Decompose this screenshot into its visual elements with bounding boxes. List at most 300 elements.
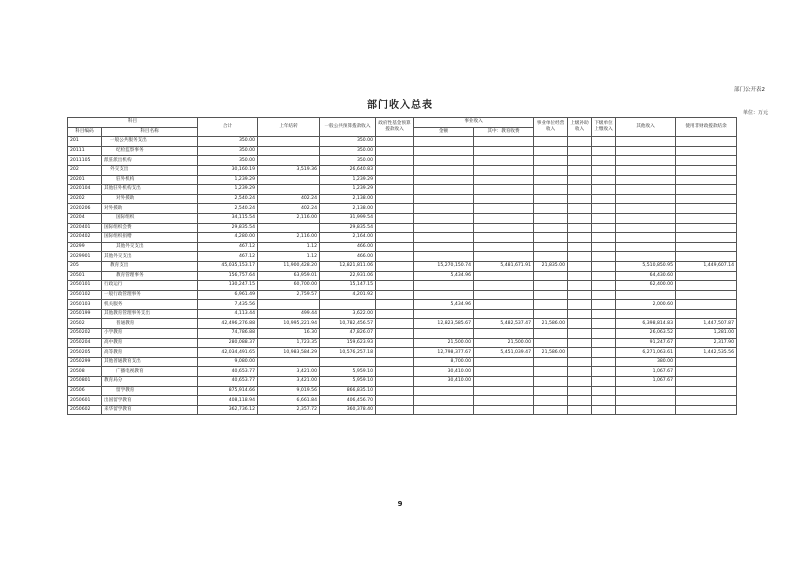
cell-fiscal-special [676,271,737,281]
cell-business-unit [534,194,568,204]
cell-other-income: 6,271,063.61 [616,348,676,358]
table-row [68,175,737,185]
cell-fiscal-special: 1,449,607.14 [676,261,737,271]
cell-lower-grant [592,348,616,358]
header-business-income: 事业收入 [414,118,534,128]
page-title: 部门收入总表 [367,100,433,111]
cell-business-unit [534,223,568,233]
cell-general-budget: 10,782,456.57 [320,319,376,329]
cell-upper-grant [568,357,592,367]
cell-lower-grant [592,223,616,233]
cell-total: 29,835.54 [198,223,258,233]
cell-business-unit: 21,835.00 [534,261,568,271]
cell-general-budget: 350.00 [320,156,376,166]
cell-total: 2,540.24 [198,204,258,214]
cell-business-amount: 15,270,150.74 [414,261,474,271]
cell-edu-fee [474,396,534,406]
cell-general-budget: 466.00 [320,252,376,262]
cell-other-income [616,252,676,262]
cell-carryover [258,223,320,233]
cell-total: 350.00 [198,146,258,156]
cell-edu-fee [474,377,534,387]
cell-edu-fee [474,233,534,243]
row-name: 其他教育管理事务支出 [102,309,198,319]
cell-total: 130,247.15 [198,281,258,291]
cell-business-unit [534,213,568,223]
cell-total: 467.12 [198,252,258,262]
cell-lower-grant [592,405,616,415]
cell-lower-grant [592,319,616,329]
cell-carryover [258,175,320,185]
cell-carryover: 3,421.00 [258,377,320,387]
table-row [68,223,737,233]
table-row [68,185,737,195]
cell-gov-fund [376,223,414,233]
cell-general-budget: 5,959.10 [320,367,376,377]
cell-business-unit [534,252,568,262]
cell-edu-fee [474,165,534,175]
row-code: 20502 [68,319,102,329]
cell-edu-fee [474,185,534,195]
cell-other-income [616,242,676,252]
cell-upper-grant [568,185,592,195]
cell-fiscal-special [676,185,737,195]
row-name: 纪检监察事务 [102,146,198,156]
cell-gov-fund [376,329,414,339]
page-number: 9 [397,500,403,508]
row-name: 其他驻外机构支出 [102,185,198,195]
cell-fiscal-special [676,165,737,175]
cell-fiscal-special [676,367,737,377]
cell-upper-grant [568,309,592,319]
cell-lower-grant [592,156,616,166]
cell-business-amount: 12,798,377.67 [414,348,474,358]
header-fiscal-special: 使用非财政拨款结余 [676,118,737,137]
cell-other-income [616,405,676,415]
cell-total: 45,035,153.17 [198,261,258,271]
cell-business-unit [534,290,568,300]
cell-upper-grant [568,242,592,252]
cell-carryover [258,357,320,367]
cell-gov-fund [376,261,414,271]
row-code: 2050199 [68,309,102,319]
cell-lower-grant [592,204,616,214]
table-row [68,357,737,367]
cell-business-unit [534,357,568,367]
cell-gov-fund [376,175,414,185]
row-name: 国际组织会费 [102,223,198,233]
table-body [68,137,737,415]
cell-upper-grant [568,204,592,214]
row-name: 其他普通教育支出 [102,357,198,367]
row-code: 2050103 [68,300,102,310]
header-business-unit: 事业单位经营收入 [534,118,568,137]
cell-fiscal-special [676,156,737,166]
cell-gov-fund [376,357,414,367]
cell-upper-grant [568,338,592,348]
table-row [68,405,737,415]
cell-business-amount [414,290,474,300]
table-row [68,242,737,252]
cell-business-amount [414,204,474,214]
cell-fiscal-special [676,242,737,252]
cell-carryover [258,156,320,166]
cell-upper-grant [568,137,592,147]
cell-lower-grant [592,185,616,195]
cell-other-income [616,194,676,204]
cell-lower-grant [592,367,616,377]
row-name: 外交支出 [102,165,198,175]
cell-total: 408,118.94 [198,396,258,406]
cell-upper-grant [568,367,592,377]
row-code: 20204 [68,213,102,223]
cell-edu-fee [474,271,534,281]
cell-business-amount [414,213,474,223]
row-code: 2050801 [68,377,102,387]
cell-fiscal-special: 1,447,507.87 [676,319,737,329]
cell-general-budget: 47,826.07 [320,329,376,339]
cell-business-amount: 30,410.00 [414,377,474,387]
cell-total: 2,540.24 [198,194,258,204]
cell-carryover [258,137,320,147]
cell-business-unit [534,146,568,156]
cell-other-income [616,396,676,406]
cell-business-unit [534,233,568,243]
cell-gov-fund [376,338,414,348]
cell-gov-fund [376,377,414,387]
table-row [68,261,737,271]
row-code: 2020104 [68,185,102,195]
cell-edu-fee [474,309,534,319]
cell-general-budget: 360,378.40 [320,405,376,415]
cell-edu-fee [474,252,534,262]
table-row [68,233,737,243]
cell-general-budget [320,300,376,310]
cell-fiscal-special [676,396,737,406]
cell-other-income [616,290,676,300]
cell-carryover: 2,116.00 [258,213,320,223]
cell-fiscal-special [676,213,737,223]
cell-lower-grant [592,386,616,396]
row-name: 一般行政管理事务 [102,290,198,300]
cell-upper-grant [568,377,592,387]
cell-gov-fund [376,367,414,377]
cell-fiscal-special [676,281,737,291]
cell-edu-fee [474,300,534,310]
cell-upper-grant [568,252,592,262]
cell-gov-fund [376,242,414,252]
cell-general-budget: 866,835.10 [320,386,376,396]
cell-upper-grant [568,329,592,339]
cell-carryover: 402.24 [258,194,320,204]
cell-business-amount [414,165,474,175]
cell-total: 4,113.44 [198,309,258,319]
header-code: 科目编码 [68,127,102,137]
cell-gov-fund [376,146,414,156]
cell-total: 7,435.56 [198,300,258,310]
cell-other-income [616,213,676,223]
cell-business-unit [534,367,568,377]
unit-label: 单位：万元 [742,110,768,116]
header-gov-fund: 政府性基金预算拨款收入 [376,118,414,137]
cell-carryover: 1.12 [258,252,320,262]
row-name: 驻外机构 [102,175,198,185]
cell-business-unit [534,242,568,252]
cell-general-budget: 159,623.93 [320,338,376,348]
cell-lower-grant [592,300,616,310]
cell-other-income [616,156,676,166]
header-name: 科目名称 [102,127,198,137]
row-code: 201 [68,137,102,147]
table-row [68,156,737,166]
cell-business-amount [414,396,474,406]
table-row [68,213,737,223]
cell-lower-grant [592,329,616,339]
table-row [68,281,737,291]
cell-business-unit: 21,586.00 [534,348,568,358]
cell-business-amount: 5,434.96 [414,300,474,310]
cell-business-amount [414,185,474,195]
cell-total: 30,160.19 [198,165,258,175]
cell-upper-grant [568,165,592,175]
cell-carryover: 499.44 [258,309,320,319]
row-code: 20506 [68,386,102,396]
cell-fiscal-special [676,405,737,415]
cell-lower-grant [592,338,616,348]
table-row [68,252,737,262]
cell-lower-grant [592,175,616,185]
cell-lower-grant [592,290,616,300]
cell-general-budget: 26,640.83 [320,165,376,175]
cell-other-income: 26,063.52 [616,329,676,339]
cell-business-unit [534,175,568,185]
cell-edu-fee [474,405,534,415]
cell-carryover: 10,995,221.94 [258,319,320,329]
cell-lower-grant [592,137,616,147]
cell-lower-grant [592,396,616,406]
cell-business-unit [534,185,568,195]
table-row [68,309,737,319]
cell-lower-grant [592,309,616,319]
cell-general-budget: 2,164.00 [320,233,376,243]
cell-other-income: 2,000.60 [616,300,676,310]
cell-upper-grant [568,405,592,415]
cell-gov-fund [376,348,414,358]
cell-total: 156,757.64 [198,271,258,281]
cell-business-amount [414,137,474,147]
cell-total: 350.00 [198,137,258,147]
header-edu-fee: 其中：教育收费 [474,127,534,137]
cell-gov-fund [376,290,414,300]
row-code: 2050102 [68,290,102,300]
table-row [68,386,737,396]
cell-fiscal-special [676,204,737,214]
row-name: 其他外交支出 [102,242,198,252]
cell-edu-fee [474,242,534,252]
cell-total: 1,239.29 [198,175,258,185]
cell-fiscal-special [676,146,737,156]
cell-total: 9,080.00 [198,357,258,367]
cell-general-budget: 5,959.10 [320,377,376,387]
cell-upper-grant [568,386,592,396]
row-code: 2020206 [68,204,102,214]
cell-business-amount: 30,410.00 [414,367,474,377]
row-code: 20508 [68,367,102,377]
cell-other-income [616,204,676,214]
cell-fiscal-special [676,175,737,185]
cell-total: 42,034,491.65 [198,348,258,358]
cell-general-budget: 4,201.92 [320,290,376,300]
cell-business-unit [534,377,568,387]
cell-general-budget: 31,999.54 [320,213,376,223]
cell-lower-grant [592,194,616,204]
row-code: 2011105 [68,156,102,166]
cell-other-income [616,233,676,243]
cell-fiscal-special [676,377,737,387]
row-name: 国际组织 [102,213,198,223]
cell-business-unit [534,204,568,214]
cell-other-income [616,137,676,147]
cell-fiscal-special [676,137,737,147]
cell-upper-grant [568,146,592,156]
cell-total: 6,961.49 [198,290,258,300]
cell-business-amount [414,194,474,204]
header-amount: 金额 [414,127,474,137]
cell-edu-fee [474,223,534,233]
cell-other-income [616,175,676,185]
cell-fiscal-special: 1,442,535.56 [676,348,737,358]
table-row [68,329,737,339]
cell-gov-fund [376,185,414,195]
row-code: 2050101 [68,281,102,291]
cell-business-amount [414,405,474,415]
cell-carryover: 2,759.57 [258,290,320,300]
cell-gov-fund [376,319,414,329]
table-row [68,338,737,348]
cell-upper-grant [568,281,592,291]
row-name: 教育管理事务 [102,271,198,281]
cell-lower-grant [592,233,616,243]
cell-carryover [258,300,320,310]
cell-gov-fund [376,156,414,166]
row-code: 20111 [68,146,102,156]
cell-upper-grant [568,396,592,406]
cell-lower-grant [592,271,616,281]
cell-business-amount [414,281,474,291]
table-row [68,300,737,310]
cell-edu-fee [474,290,534,300]
cell-general-budget: 3,622.00 [320,309,376,319]
cell-general-budget: 350.00 [320,137,376,147]
table-row [68,396,737,406]
cell-general-budget: 466.00 [320,242,376,252]
table-row [68,165,737,175]
cell-lower-grant [592,165,616,175]
cell-fiscal-special [676,290,737,300]
cell-carryover: 1,723.35 [258,338,320,348]
cell-gov-fund [376,252,414,262]
cell-carryover: 10,983,584.29 [258,348,320,358]
row-code: 2029901 [68,252,102,262]
cell-lower-grant [592,261,616,271]
cell-carryover: 16.30 [258,329,320,339]
header-other-income: 其他收入 [616,118,676,137]
cell-other-income: 91,247.67 [616,338,676,348]
cell-general-budget: 1,239.29 [320,175,376,185]
cell-business-amount [414,309,474,319]
cell-upper-grant [568,233,592,243]
cell-fiscal-special [676,194,737,204]
row-name: 国际组织捐赠 [102,233,198,243]
header-total: 合计 [198,118,258,137]
cell-edu-fee [474,156,534,166]
cell-fiscal-special [676,252,737,262]
cell-business-unit [534,300,568,310]
cell-carryover: 60,700.00 [258,281,320,291]
cell-business-unit [534,396,568,406]
cell-carryover: 11,900,428.20 [258,261,320,271]
cell-other-income [616,146,676,156]
cell-business-amount [414,386,474,396]
cell-business-amount [414,329,474,339]
row-code: 2050204 [68,338,102,348]
cell-upper-grant [568,175,592,185]
cell-business-unit [534,137,568,147]
cell-carryover [258,146,320,156]
cell-business-unit [534,281,568,291]
cell-fiscal-special: 2,317.90 [676,338,737,348]
cell-general-budget: 1,239.29 [320,185,376,195]
row-name: 行政运行 [102,281,198,291]
cell-upper-grant [568,290,592,300]
row-code: 2050299 [68,357,102,367]
cell-business-unit [534,386,568,396]
cell-gov-fund [376,271,414,281]
cell-total: 875,914.66 [198,386,258,396]
cell-fiscal-special [676,309,737,319]
cell-business-unit [534,405,568,415]
cell-general-budget: 10,576,257.18 [320,348,376,358]
row-code: 2020402 [68,233,102,243]
header-upper-grant: 上级补助收入 [568,118,592,137]
row-name: 机关服务 [102,300,198,310]
row-code: 2050205 [68,348,102,358]
cell-edu-fee: 21,500.00 [474,338,534,348]
cell-edu-fee: 5,482,537.47 [474,319,534,329]
cell-carryover: 63,959.01 [258,271,320,281]
row-code: 2050601 [68,396,102,406]
cell-business-amount: 12,823,585.67 [414,319,474,329]
cell-other-income: 62,400.00 [616,281,676,291]
cell-other-income: 1,067.67 [616,377,676,387]
cell-edu-fee: 5,451,039.47 [474,348,534,358]
cell-gov-fund [376,233,414,243]
cell-other-income [616,165,676,175]
cell-total: 40,653.77 [198,377,258,387]
cell-gov-fund [376,386,414,396]
row-name: 小学教育 [102,329,198,339]
table-row [68,137,737,147]
cell-other-income: 380.00 [616,357,676,367]
cell-gov-fund [376,300,414,310]
cell-total: 467.12 [198,242,258,252]
cell-business-amount: 5,434.96 [414,271,474,281]
row-code: 2020401 [68,223,102,233]
cell-total: 34,115.54 [198,213,258,223]
row-code: 20299 [68,242,102,252]
income-summary-table [67,117,737,415]
cell-business-amount [414,233,474,243]
